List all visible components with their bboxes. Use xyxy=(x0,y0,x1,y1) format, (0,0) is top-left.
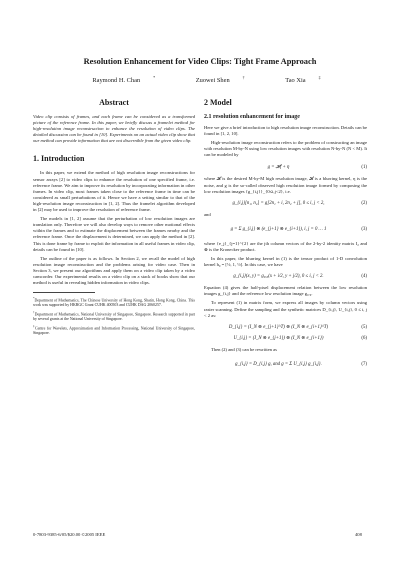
left-column xyxy=(33,98,195,338)
paragraph: In this paper, we extend the method of high resolution image reconstructions for sensor arrays [2] to video clips to enhance the resolution of one specified frame, i.e. reference frame. We aim to improve its resolution by incorporating information in other frames. In video clip, most frames taken close to the reference frame in time can be considered as small perturbations of it. Hence we have a setting similar to that of the high-resolution image reconstruction in [1, 2]. Thus the framelet algorithm developed in [2] may be used to improve the resolution of reference frame. xyxy=(33,170,195,213)
equation: g = 𝓗f + η (1) xyxy=(267,164,367,171)
paragraph: Here we give a brief introduction to high resolution image reconstruction. Details can be found in [1, 2, 10]. xyxy=(204,125,367,137)
page-number: 408 xyxy=(355,532,362,537)
footnote: *Department of Mathematics, The Chinese University of Hong Kong, Shatin, Hong Kong, China. This work was supported by HKRGC Grant CUHK 400503 and CUHK DAG 2060257. xyxy=(33,296,195,308)
section-heading: 1. Introduction xyxy=(33,154,85,164)
paragraph: where {e_j}_{j=1}^{2} are the jth column vectors of the 2-by-2 identity matrix I₂ and ⊗ is the Kronecker product. xyxy=(204,240,367,252)
introduction-section xyxy=(33,154,195,286)
paragraph: Then (2) and (3) can be rewritten as xyxy=(211,346,277,352)
footnote-divider xyxy=(33,292,95,293)
right-column xyxy=(204,98,367,376)
paragraph: The models in [1, 2] assume that the perturbation of low resolution images are translation only. Therefore we will also develop ways to remove other motional effects within the frames and to estimate the displacement between the frames nearby and the reference frame. Once the displacement is determined, we can apply the method in [2]. This is done frame by frame to exploit the information in all useful frames in video clip, details can be found in [10]. xyxy=(33,216,195,252)
section-heading: 2 Model xyxy=(204,98,232,107)
footnote: †Department of Mathematics, National University of Singapore, Singapore. Research supported in part by several grants at the National University of Singapore. xyxy=(33,309,196,322)
equation: g_{i,j} = D_{i,j} g, and g = Σ U_{i,j} g_{i,j}. (7) xyxy=(235,361,367,367)
isbn-footer: 0-7803-9385-6/05/$20.00 ©2005 IEEE xyxy=(33,532,106,537)
author-list xyxy=(0,75,400,84)
equation: g = Σ g_{i,j} ⊗ (e_{j+1} ⊗ e_{i+1}), i, j = 0 … 1 (3) xyxy=(230,226,367,232)
paragraph: The outline of the paper is as follows. In Section 2, we recall the model of high resolution image reconstruction and the problems arising for video case. Then in Section 3, we present our algorithms and apply them on a video clip taken by a video camcorder. Our experimental results on a video clip on a stack of books show that our method is useful in revealing hidden information in video clips. xyxy=(33,255,195,286)
paragraph: In this paper, the blurring kernel in (1) is the tensor product of 1-D convolution kernel h₀ = [½, 1, ½]. In this case, we have xyxy=(204,256,367,268)
paragraph: and xyxy=(204,211,211,217)
paragraph: To represent (1) in matrix form, we express all images by column vectors using raster scanning. Define the sampling and the synthetic matrices D_{i,j}, U_{i,j}, 0 ≤ i, j < 2 as: xyxy=(204,300,367,318)
subsection-heading: 2.1 resolution enhancement for image xyxy=(204,114,300,120)
paragraph: where 𝓗 is the desired M-by-M high resolution image, 𝓗 is a blurring kernel, η is the noise, and g is the so-called observed high resolution image formed by composing the low resolution images {g_{i,j}}_{0≤i,j<2}, i.e. xyxy=(204,176,367,194)
abstract-heading: Abstract xyxy=(99,98,129,107)
paper-title: Resolution Enhancement for Video Clips: Tight Frame Approach xyxy=(83,57,317,66)
paragraph: Equation (4) gives the half-pixel displacement relation between the low resolution images g_{i,j} and the reference low resolution image g₀,₀. xyxy=(204,285,367,297)
abstract-text: Video clip consists of frames, and each frame can be considered as a transformed picture of the reference frame. In this paper, we briefly discuss a framelet method for high-resolution image reconstruction to enhance the resolution of video clips. The detailed discussion can be found in [10]. Experiments on an actual video clip show that our method can provide information that are not discernible from the given video clip. xyxy=(33,114,195,144)
footnote: ‡Centre for Wavelets, Approximation and Information Processing, National University of Singapore, Singapore. xyxy=(33,323,195,336)
equation: U_{i,j} = (I_N ⊗ e_{j+1}) ⊗ (I_N ⊗ e_{i+1}) (6) xyxy=(233,335,367,341)
equation: D_{i,j} = (I_N ⊗ e_{j+1}^T) ⊗ (I_N ⊗ e_{i+1}^T) (5) xyxy=(228,324,367,330)
author: Zuowei Shen † xyxy=(195,75,245,85)
equation: g_{i,j}[n₁, n₂] = g[2n₁ + i, 2n₂ + j], 0 ≤ i, j < 2, (2) xyxy=(232,200,367,206)
footnotes xyxy=(33,296,195,336)
equation: g_{i,j}(x, y) = g₀,₀(x + i/2, y + j/2), 0 ≤ i, j < 2. (4) xyxy=(233,274,367,280)
paragraph: High-resolution image reconstruction refers to the problem of constructing an image with resolution M-by-N using low resolution images with resolution N-by-N (N < M). It can be modeled by xyxy=(204,140,367,158)
author: Tao Xia ‡ xyxy=(285,75,321,85)
abstract xyxy=(33,98,195,144)
author: Raymond H. Chan * xyxy=(92,75,156,85)
